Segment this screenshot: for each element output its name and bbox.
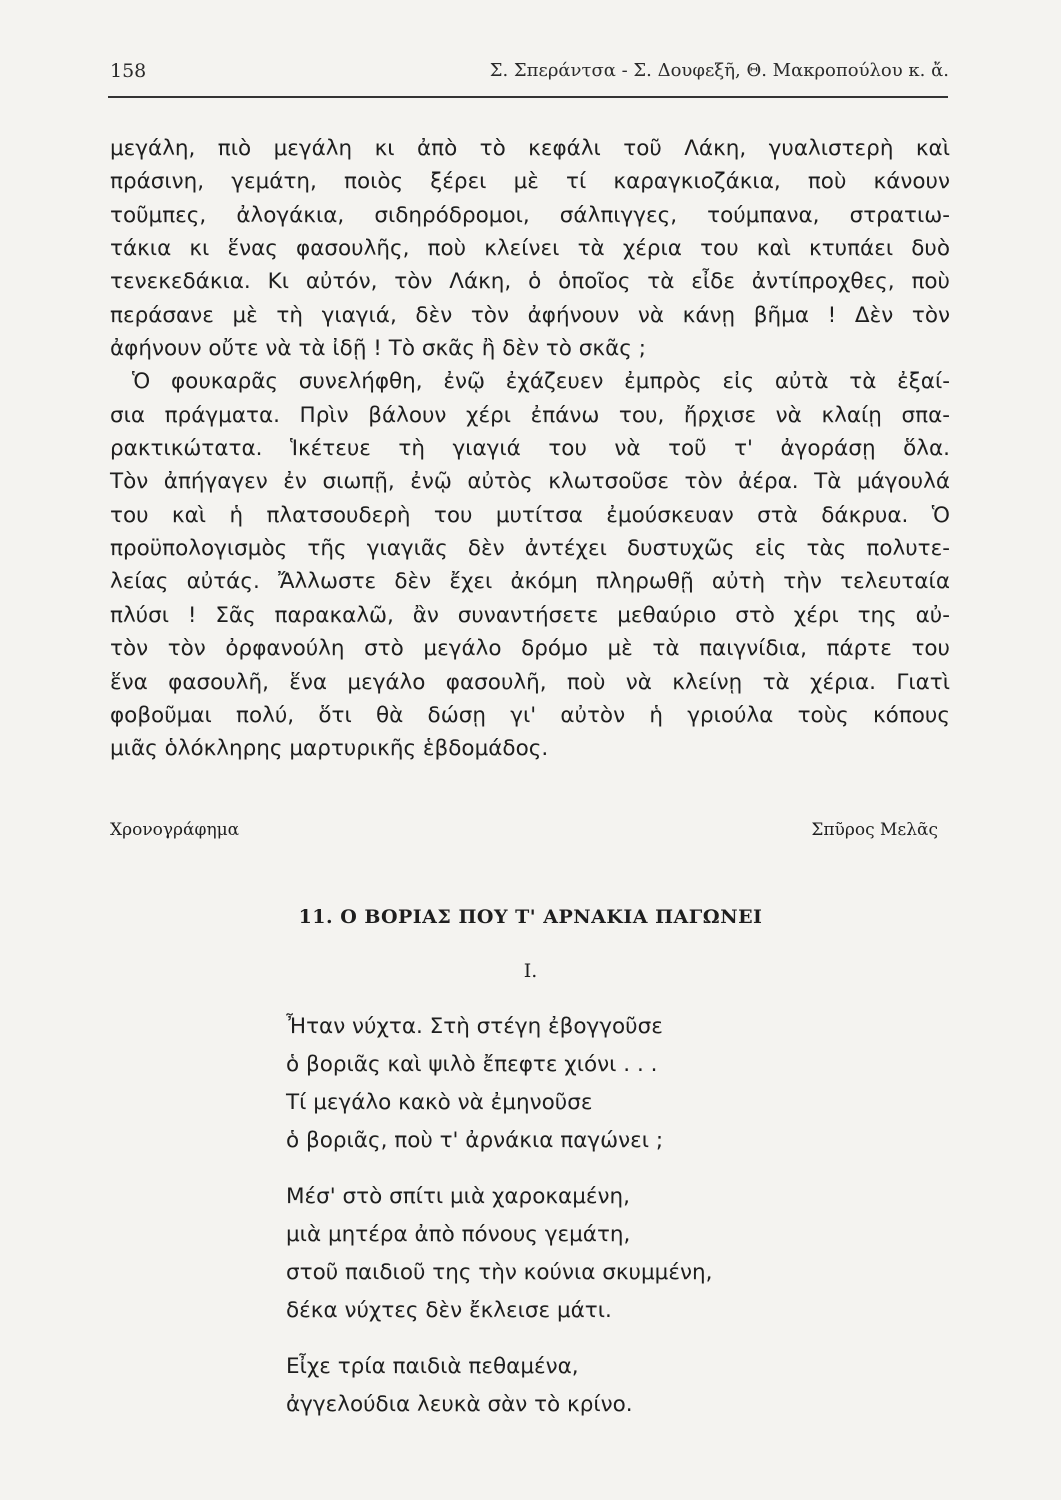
text-line: τοῦμπες, ἀλογάκια, σιδηρόδρομοι, σάλπιγγες, τούμπανα, στρατιω-	[110, 202, 950, 228]
verse-line: ἀγγελούδια λευκὰ σὰν τὸ κρίνο.	[286, 1392, 633, 1417]
text-line: Τὸν ἀπήγαγεν ἐν σιωπῇ, ἐνῷ αὐτὸς κλωτσοῦσε τὸν ἀέρα. Τὰ μάγουλά	[110, 469, 950, 495]
text-line: φοβοῦμαι πολύ, ὅτι θὰ δώσῃ γι' αὐτὸν ἡ γριούλα τοὺς κόπους	[110, 702, 950, 728]
text-line: Ὁ φουκαρᾶς συνελήφθη, ἐνῷ ἐχάζευεν ἐμπρὸς εἰς αὐτὰ τὰ ἐξαί-	[132, 369, 950, 395]
text-line: τενεκεδάκια. Κι αὐτόν, τὸν Λάκη, ὁ ὁποῖος τὰ εἶδε ἀντίπροχθες, ποὺ	[110, 269, 950, 295]
text-line: ρακτικώτατα. Ἱκέτευε τὴ γιαγιά του νὰ τοῦ τ' ἀγοράσῃ ὅλα.	[110, 436, 950, 462]
verse-line: Τί μεγάλο κακὸ νὰ ἐμηνοῦσε	[286, 1090, 593, 1115]
verse-line: Ἦταν νύχτα. Στὴ στέγη ἐβογγοῦσε	[286, 1014, 663, 1039]
text-line: τὸν τὸν ὀρφανούλη στὸ μεγάλο δρόμο μὲ τὰ παιγνίδια, πάρτε του	[110, 636, 950, 662]
text-line: ἕνα φασουλῆ, ἕνα μεγάλο φασουλῆ, ποὺ νὰ κλείνῃ τὰ χέρια. Γιατὶ	[110, 669, 950, 695]
body-text	[110, 132, 950, 766]
part-numeral: I.	[523, 960, 538, 982]
stanza	[282, 1348, 712, 1424]
verse-line: δέκα νύχτες δὲν ἔκλεισε μάτι.	[286, 1298, 612, 1323]
poem	[282, 1008, 712, 1442]
text-line: ἀφήνουν οὔτε νὰ τὰ ἰδῇ ! Τὸ σκᾶς ἢ δὲν τὸ σκᾶς ;	[110, 336, 646, 362]
verse-line: Εἶχε τρία παιδιὰ πεθαμένα,	[286, 1354, 579, 1379]
text-line: του καὶ ἡ πλατσουδερὴ του μυτίτσα ἐμούσκευαν στὰ δάκρυα. Ὁ	[110, 502, 950, 528]
text-line: περάσανε μὲ τὴ γιαγιά, δὲν τὸν ἀφήνουν νὰ κάνῃ βῆμα ! Δὲν τὸν	[110, 302, 950, 328]
verse-line: μιὰ μητέρα ἀπὸ πόνους γεμάτη,	[286, 1222, 631, 1247]
text-line: σια πράγματα. Πρὶν βάλουν χέρι ἐπάνω του, ἤρχισε νὰ κλαίῃ σπα-	[110, 402, 950, 428]
text-line: λείας αὐτάς. Ἄλλωστε δὲν ἔχει ἀκόμη πληρωθῇ αὐτὴ τὴν τελευταία	[110, 569, 950, 595]
verse-line: Μέσ' στὸ σπίτι μιὰ χαροκαμένη,	[286, 1184, 630, 1209]
verse-line: στοῦ παιδιοῦ της τὴν κούνια σκυμμένη,	[286, 1260, 713, 1285]
text-line: τάκια κι ἕνας φασουλῆς, ποὺ κλείνει τὰ χέρια του καὶ κτυπάει δυὸ	[110, 236, 950, 262]
verse-line: ὁ βοριᾶς, ποὺ τ' ἀρνάκια παγώνει ;	[286, 1128, 664, 1153]
header-rule	[108, 96, 948, 98]
text-line: μιᾶς ὁλόκληρης μαρτυρικῆς ἑβδομάδος.	[110, 736, 549, 762]
author-signature: Σπῦρος Μελᾶς	[811, 820, 938, 840]
verse-line: ὁ βοριᾶς καὶ ψιλὸ ἔπεφτε χιόνι . . .	[286, 1052, 658, 1077]
genre-label: Χρονογράφημα	[110, 820, 240, 840]
text-line: προϋπολογισμὸς τῆς γιαγιᾶς δὲν ἀντέχει δυστυχῶς εἰς τὰς πολυτε-	[110, 536, 950, 562]
text-line: πράσινη, γεμάτη, ποιὸς ξέρει μὲ τί καραγκιοζάκια, ποὺ κάνουν	[110, 169, 950, 195]
stanza	[282, 1008, 712, 1160]
text-line: πλύσι ! Σᾶς παρακαλῶ, ἂν συναντήσετε μεθαύριο στὸ χέρι της αὐ-	[110, 602, 950, 628]
running-header: Σ. Σπεράντσα - Σ. Δουφεξῆ, Θ. Μακροπούλου κ. ἄ.	[489, 60, 949, 81]
section-title: 11. Ο ΒΟΡΙΑΣ ΠΟΥ Τ' ΑΡΝΑΚΙΑ ΠΑΓΩΝΕΙ	[298, 906, 763, 928]
text-line: μεγάλη, πιὸ μεγάλη κι ἀπὸ τὸ κεφάλι τοῦ Λάκη, γυαλιστερὴ καὶ	[110, 136, 950, 161]
page-number: 158	[110, 60, 147, 82]
stanza	[282, 1178, 712, 1330]
